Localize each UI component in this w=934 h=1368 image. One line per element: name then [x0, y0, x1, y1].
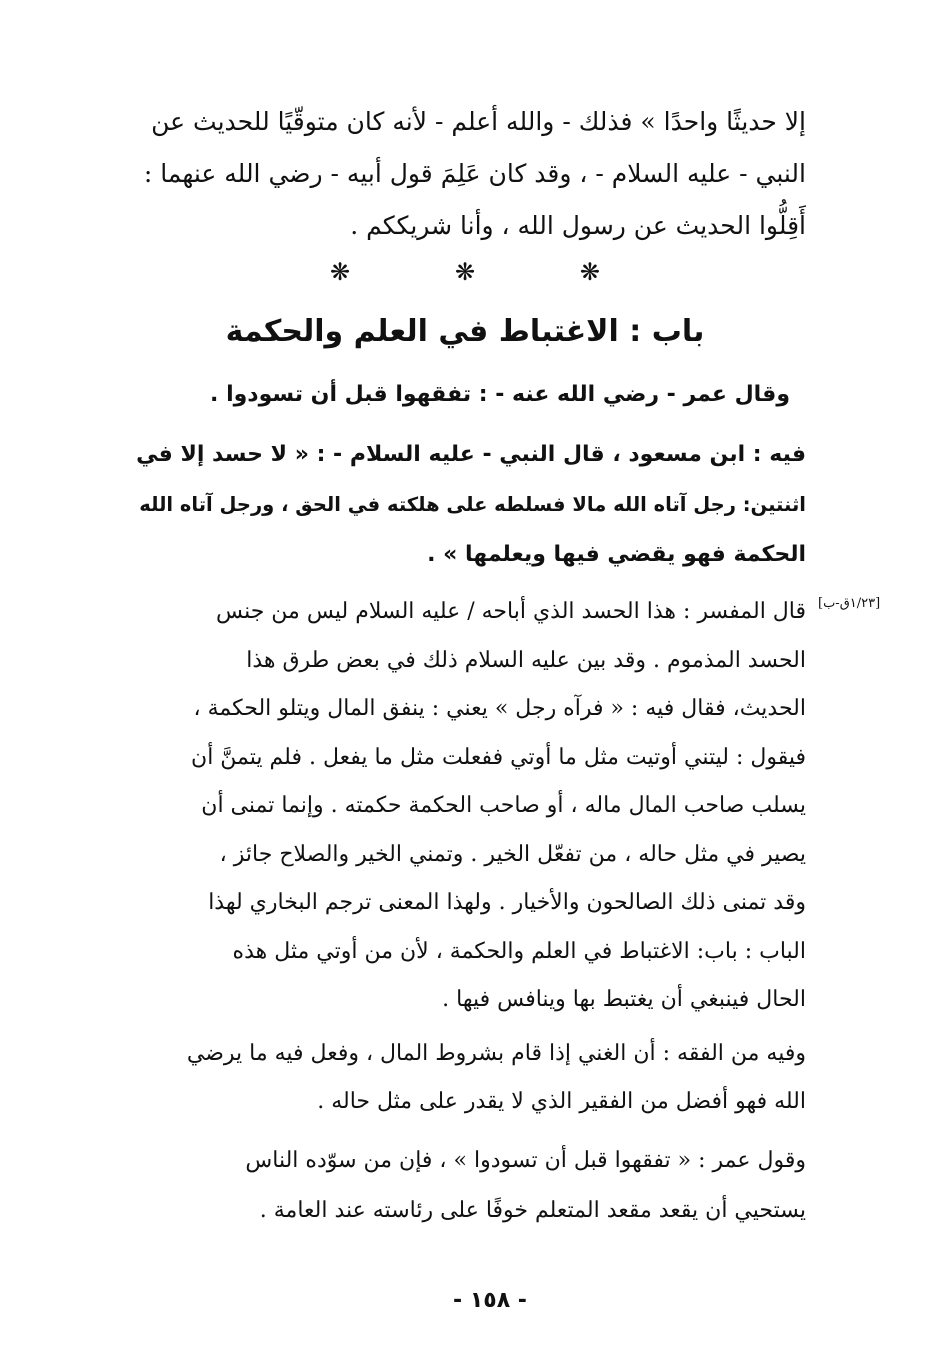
- asterism-icon: ❋: [579, 258, 600, 286]
- text-line: إلا حديثًا واحدًا » فذلك - والله أعلم - لأنه كان متوقّيًا للحديث عن: [151, 107, 806, 136]
- page-number: - ١٥٨ -: [453, 1288, 527, 1313]
- text-line: النبي - عليه السلام - ، وقد كان عَلِمَ قول أبيه - رضي الله عنهما :: [143, 159, 806, 188]
- umar-explanation-paragraph: [128, 1136, 806, 1236]
- text-line: قال المفسر : هذا الحسد الذي أباحه / عليه السلام ليس من جنس: [216, 599, 806, 624]
- text-line: الحسد المذموم . وقد بين عليه السلام ذلك في بعض طرق هذا: [246, 647, 806, 673]
- text-line: فيقول : ليتني أوتيت مثل ما أوتي ففعلت مثل ما يفعل . فلم يتمنَّ أن: [191, 744, 806, 770]
- text-line: الحكمة فهو يقضي فيها ويعلمها » .: [427, 542, 806, 567]
- text-line: وقول عمر : « تفقهوا قبل أن تسودوا » ، فإن من سوّده الناس: [245, 1148, 806, 1173]
- chapter-title: باب : الاغتباط في العلم والحكمة: [225, 314, 705, 349]
- text-line: الحديث، فقال فيه : « فرآه رجل » يعني : ينفق المال ويتلو الحكمة ،: [193, 696, 806, 721]
- text-line: يسلب صاحب المال ماله ، أو صاحب الحكمة حكمته . وإنما تمنى أن: [201, 793, 806, 818]
- text-line: وقد تمنى ذلك الصالحون والأخيار . ولهذا المعنى ترجم البخاري لهذا: [208, 890, 806, 915]
- fiqh-paragraph: [128, 1030, 806, 1126]
- text-line: اثنتين: رجل آتاه الله مالا فسلطه على هلكته في الحق ، ورجل آتاه الله: [139, 493, 806, 516]
- text-line: الله فهو أفضل من الفقير الذي لا يقدر على مثل حاله .: [317, 1089, 806, 1114]
- umar-quote: وقال عمر - رضي الله عنه - : تفقهوا قبل أن تسودوا .: [210, 382, 790, 407]
- text-line: أَقِلُّوا الحديث عن رسول الله ، وأنا شريككم .: [350, 211, 806, 240]
- text-line: الباب : باب: الاغتباط في العلم والحكمة ، لأن من أوتي مثل هذه: [232, 938, 806, 964]
- text-line: فيه : ابن مسعود ، قال النبي - عليه السلام - : « لا حسد إلا في: [136, 442, 806, 467]
- margin-reference: [١/٢٣ق-ب]: [818, 596, 881, 611]
- text-line: يصير في مثل حاله ، من تفعّل الخير . وتمني الخير والصلاح جائز ،: [219, 841, 806, 867]
- commentary-paragraph: [128, 588, 806, 1025]
- asterism-icon: ❋: [330, 258, 351, 286]
- asterism-icon: ❋: [454, 258, 476, 286]
- text-line: الحال فينبغي أن يغتبط بها وينافس فيها .: [442, 987, 806, 1012]
- text-line: يستحيي أن يقعد مقعد المتعلم خوفًا على رئاسته عند العامة .: [259, 1198, 806, 1223]
- text-line: وفيه من الفقه : أن الغني إذا قام بشروط المال ، وفعل فيه ما يرضي: [186, 1041, 806, 1066]
- section-separator: [330, 258, 600, 286]
- paragraph-top: [128, 96, 806, 252]
- hadith-text: [128, 430, 806, 580]
